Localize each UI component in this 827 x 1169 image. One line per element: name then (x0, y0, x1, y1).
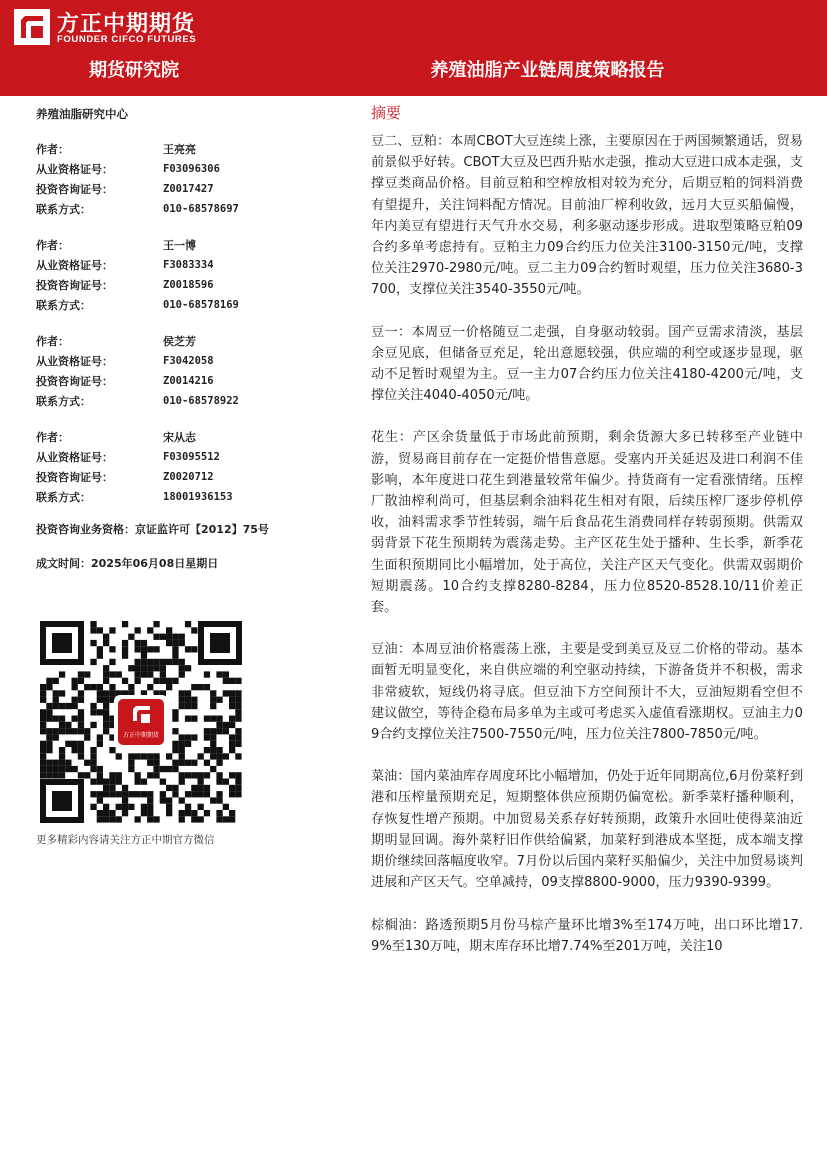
info-key: 投资咨询证号： (36, 279, 113, 292)
author-name: 宋从志 (163, 431, 196, 444)
info-key: 作者： (36, 431, 69, 444)
license-number: F03096306 (163, 163, 220, 175)
author-row (36, 331, 336, 351)
paragraph-peanut: 花生：产区余货量低于市场此前预期，剩余货源大多已转移至产业链中游，贸易商目前存在一定挺价惜售意愿。受塞内开关延迟及进口利润不佳影响，本年度进口花生到港量较常年偏少。持货商有一定看涨情绪。压榨厂散油榨利尚可，但基层剩余油料花生相对有限，后续压榨厂逐步停机停收，油料需求季节性转弱，端午后食品花生消费同样存转弱预期。供需双弱背景下花生预期转为震荡走势。主产区花生处于播种、生长季，新季花生面积预期同比小幅增加，处于高位，关注产区天气变化。供需双弱期价短期震荡。10合约支撑8280-8284，压力位8520-8528.10/11价差正套。 (371, 430, 803, 616)
license-row (36, 159, 336, 179)
consult-row (36, 179, 336, 199)
author-block (36, 427, 336, 507)
license-number: F3042058 (163, 355, 214, 367)
author-panel (36, 106, 336, 571)
author-row (36, 427, 336, 447)
info-key: 联系方式： (36, 203, 91, 216)
company-name-cn: 方正中期期货 (57, 12, 196, 37)
paragraph-soybean-no1: 豆一：本周豆一价格随豆二走强，自身驱动较弱。国产豆需求清淡，基层余豆见底，但储备豆充足，轮出意愿较强，供应端的利空或逐步显现，驱动不足暂时观望为主。豆一主力07合约压力位关注4180-4200元/吨，支撑位关注4040-4050元/吨。 (371, 324, 803, 404)
license-number: F3083334 (163, 259, 214, 271)
institute-title: 期货研究院 (89, 60, 179, 81)
contact-number: 010-68578922 (163, 395, 239, 407)
consult-number: Z0014216 (163, 375, 214, 387)
paragraph-soybean-oil: 豆油：本周豆油价格震荡上涨，主要是受到美豆及豆二价格的带动。基本面暂无明显变化，来自供应端的利空驱动持续，下游备货并不积极，需求非常疲软，短线仍将寻底。但豆油下方空间预计不大，豆油短期看空但不建议做空，等待企稳布局多单为主或可考虑买入虚值看涨期权。豆油主力09合约支撑位关注7500-7550元/吨，压力位关注7800-7850元/吨。 (371, 642, 803, 743)
consult-number: Z0020712 (163, 471, 214, 483)
info-key: 从业资格证号： (36, 355, 113, 368)
contact-number: 18001936153 (163, 491, 233, 503)
report-title: 养殖油脂产业链周度策略报告 (430, 60, 665, 81)
contact-row (36, 487, 336, 507)
author-row (36, 139, 336, 159)
contact-row (36, 199, 336, 219)
research-center-name: 养殖油脂研究中心 (36, 107, 128, 121)
info-key: 从业资格证号： (36, 259, 113, 272)
info-key: 从业资格证号： (36, 451, 113, 464)
author-name: 侯芝芳 (163, 335, 196, 348)
consult-number: Z0018596 (163, 279, 214, 291)
info-key: 联系方式： (36, 395, 91, 408)
consult-row (36, 275, 336, 295)
author-name: 王一博 (163, 239, 196, 252)
company-name-en: FOUNDER CIFCO FUTURES (57, 34, 197, 45)
paragraph-soybean-meal: 豆二、豆粕：本周CBOT大豆连续上涨，主要原因在于两国频繁通话，贸易前景似乎好转。CBOT大豆及巴西升贴水走强，推动大豆进口成本走强，支撑豆类商品价格。目前豆粕和空榨放相对较为充分，后期豆粕的饲料消费有望提升，关注饲料配方情况。目前油厂榨利收敛，远月大豆买船偏慢，年内美豆有望进行天气升水交易，利多驱动逐步形成。进取型策略豆粕09合约多单考虑持有。豆粕主力09合约压力位关注3100-3150元/吨，支撑位关注2970-2980元/吨。豆二主力09合约暂时观望，压力位关注3680-3700，支撑位关注3540-3550元/吨。 (371, 134, 803, 298)
consult-number: Z0017427 (163, 183, 214, 195)
info-key: 作者： (36, 335, 69, 348)
paragraph-palm-oil: 棕榈油：路透预期5月份马棕产量环比增3%至174万吨，出口环比增17.9%至130万吨，期末库存环比增7.74%至201万吨，关注10 (371, 917, 803, 954)
info-key: 从业资格证号： (36, 163, 113, 176)
contact-number: 010-68578169 (163, 299, 239, 311)
consult-row (36, 371, 336, 391)
author-name: 王亮亮 (163, 143, 196, 156)
license-row (36, 351, 336, 371)
author-block (36, 331, 336, 411)
qr-logo-text: 方正中期期货 (122, 732, 160, 739)
founder-logo-icon (14, 9, 50, 45)
license-row (36, 447, 336, 467)
summary-title: 摘要 (371, 104, 402, 122)
wechat-qr-code-icon (40, 621, 242, 823)
publish-date: 成文时间：2025年06月08日星期日 (36, 557, 219, 570)
info-key: 联系方式： (36, 299, 91, 312)
author-row (36, 235, 336, 255)
contact-number: 010-68578697 (163, 203, 239, 215)
contact-row (36, 391, 336, 411)
qr-caption: 更多精彩内容请关注方正中期官方微信 (36, 834, 215, 846)
info-key: 作者： (36, 143, 69, 156)
consulting-qualification: 投资咨询业务资格：京证监许可【2012】75号 (36, 523, 269, 536)
info-key: 投资咨询证号： (36, 375, 113, 388)
contact-row (36, 295, 336, 315)
info-key: 作者： (36, 239, 69, 252)
author-block (36, 235, 336, 315)
report-header (0, 0, 827, 96)
license-row (36, 255, 336, 275)
license-number: F03095512 (163, 451, 220, 463)
summary-panel (371, 102, 803, 957)
paragraph-rapeseed-oil: 菜油：国内菜油库存周度环比小幅增加，仍处于近年同期高位,6月份菜籽到港和压榨量预期充足，短期整体供应预期仍偏宽松。新季菜籽播种顺利，存恢复性增产预期。中加贸易关系存好转预期，政策升水回吐使得菜油近期明显回调。海外菜籽旧作供给偏紧，加菜籽到港成本坚挺，成本端支撑期价继续回落幅度收窄。7月份以后国内菜籽买船偏少，关注中加贸易谈判进展和产区天气。空单减持，09支撑8800-9000，压力9390-9399。 (371, 769, 803, 891)
consult-row (36, 467, 336, 487)
author-block (36, 139, 336, 219)
info-key: 投资咨询证号： (36, 471, 113, 484)
info-key: 投资咨询证号： (36, 183, 113, 196)
info-key: 联系方式： (36, 491, 91, 504)
